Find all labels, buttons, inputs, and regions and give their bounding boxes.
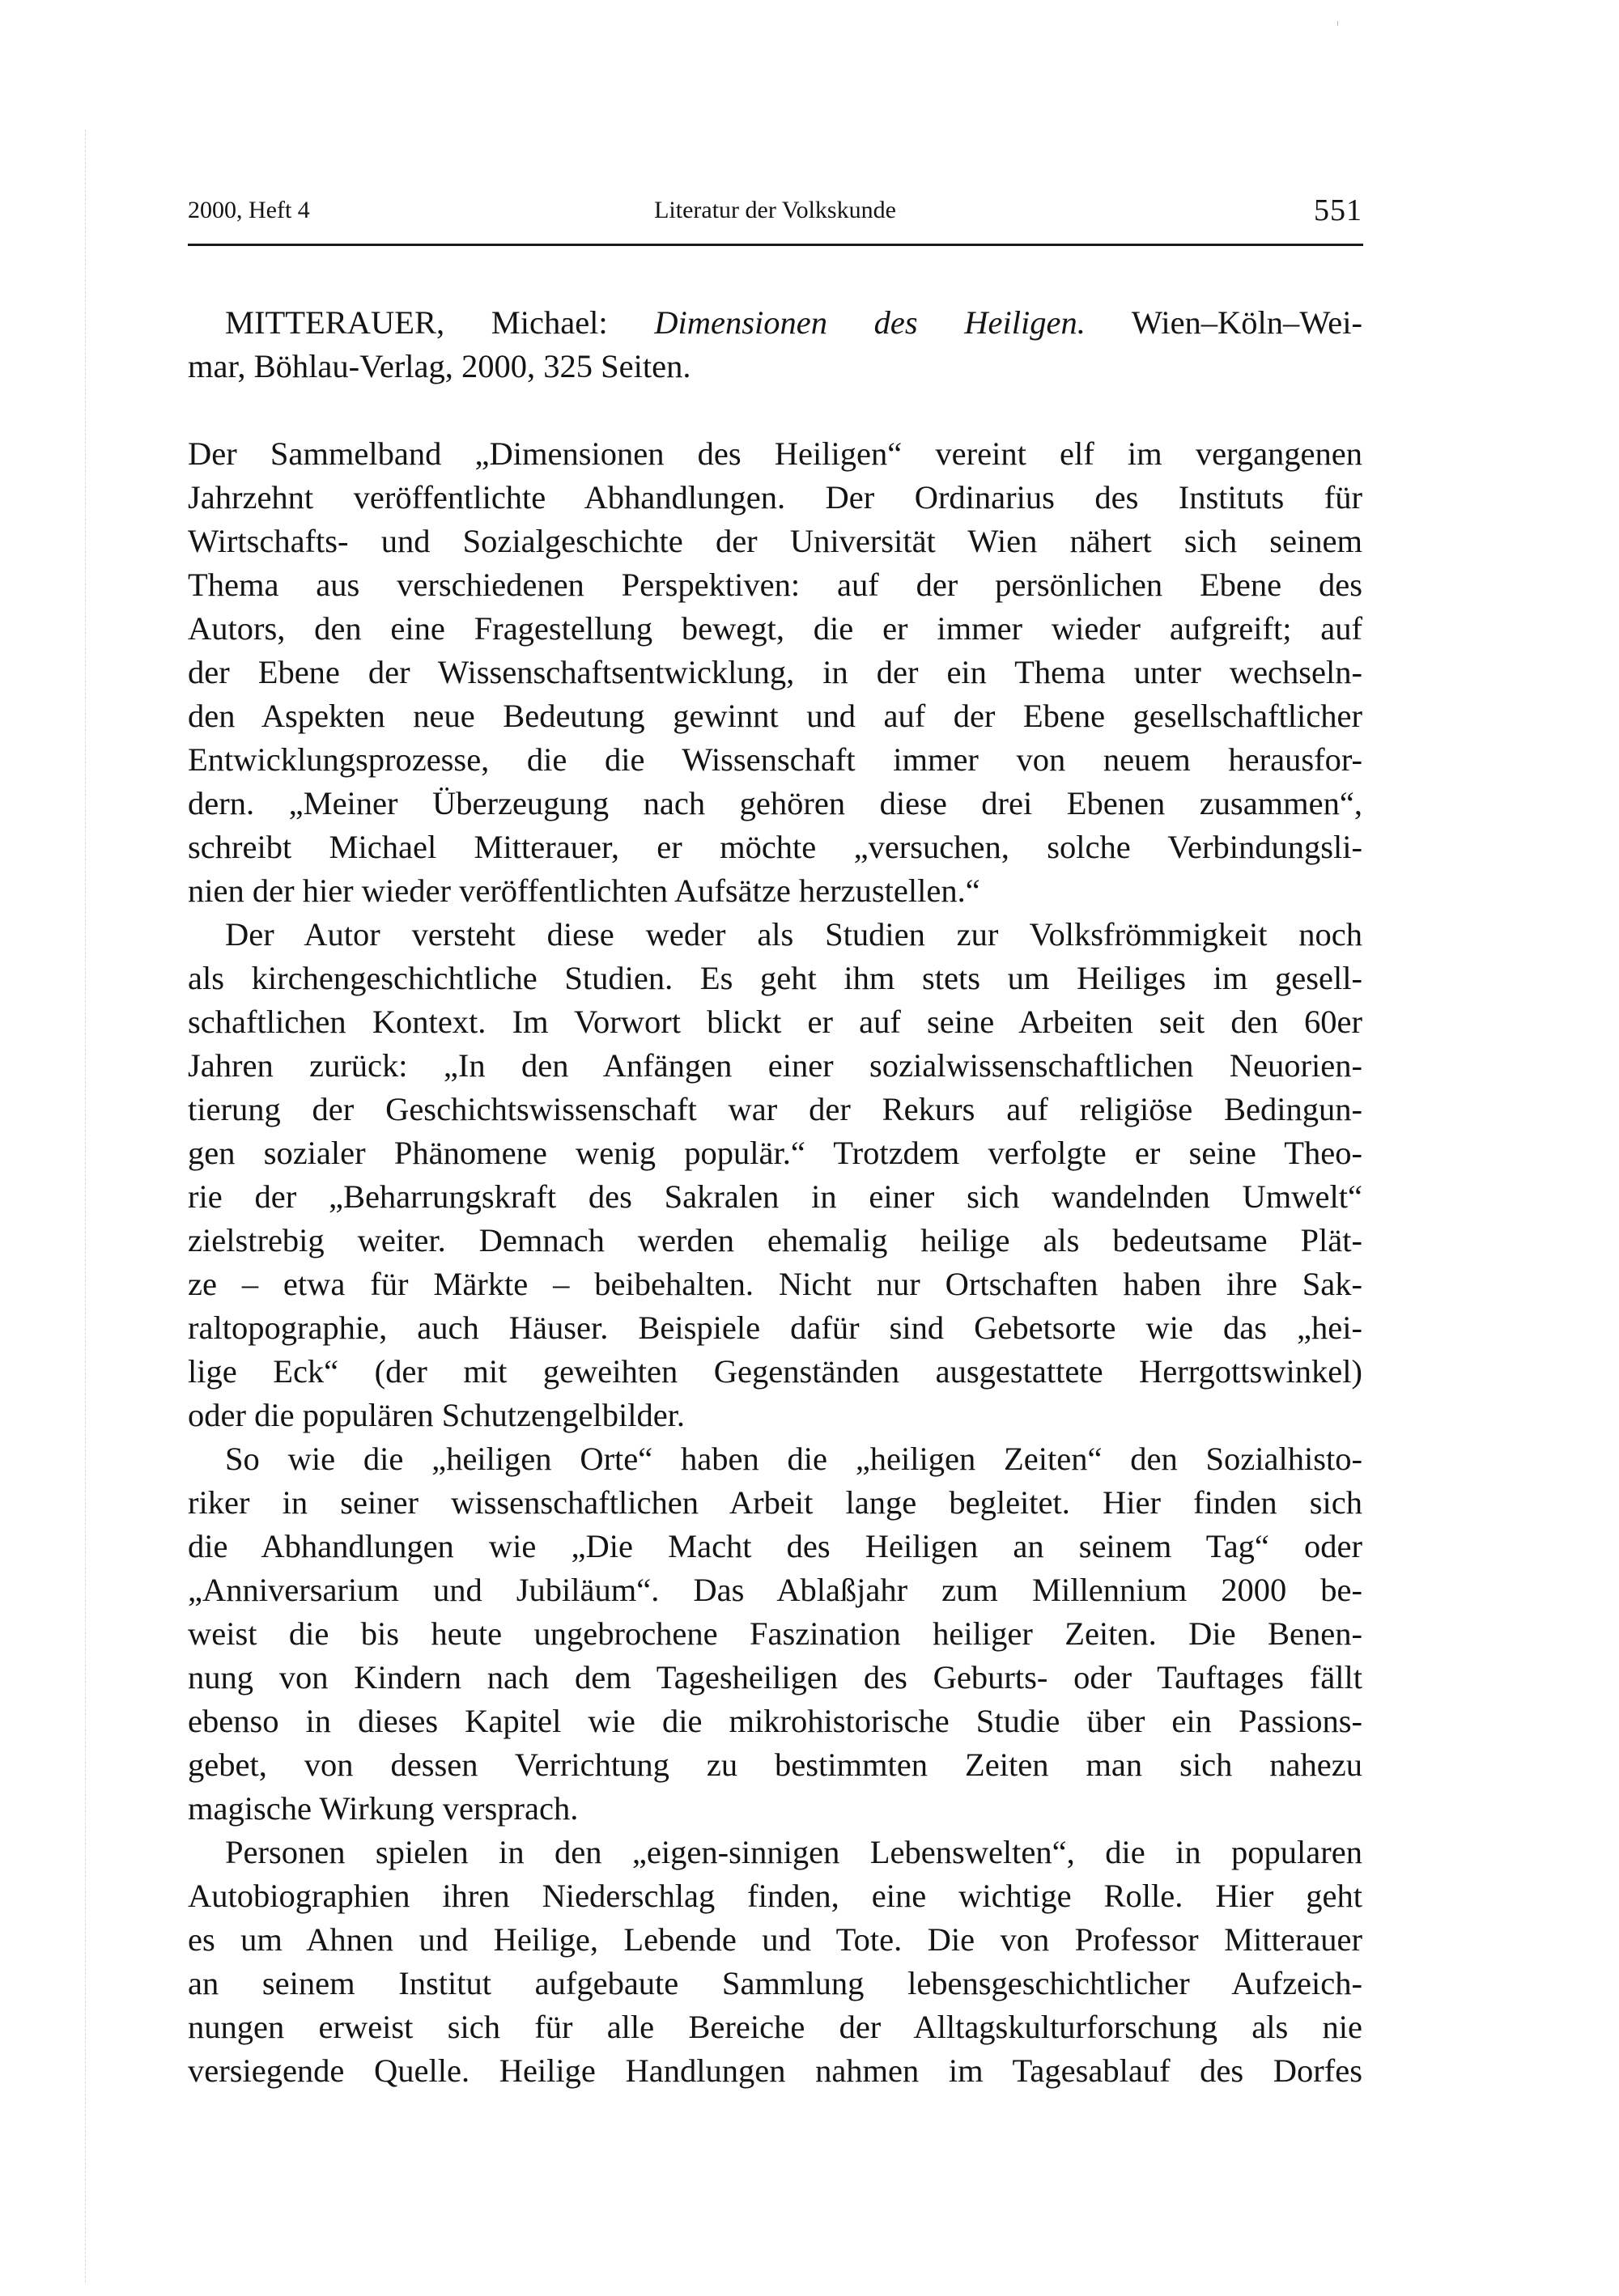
body-line: lige Eck“ (der mit geweihten Gegenständen ausgestattete Herrgottswinkel): [188, 1353, 1362, 1390]
bib-place: Wien–Köln–Wei-: [1085, 304, 1362, 341]
body-line: gebet, von dessen Verrichtung zu bestimmten Zeiten man sich nahezu: [188, 1746, 1362, 1783]
body-line: Jahrzehnt veröffentlichte Abhandlungen. Der Ordinarius des Instituts für: [188, 479, 1362, 516]
body-line: schaftlichen Kontext. Im Vorwort blickt er auf seine Arbeiten seit den 60er: [188, 1004, 1362, 1040]
body-line: „Anniversarium und Jubiläum“. Das Ablaßjahr zum Millennium 2000 be-: [188, 1572, 1362, 1608]
bib-title: Dimensionen des Heiligen.: [654, 304, 1086, 341]
body-line: nung von Kindern nach dem Tagesheiligen des Geburts- oder Tauftages fällt: [188, 1659, 1362, 1695]
body-line: den Aspekten neue Bedeutung gewinnt und auf der Ebene gesellschaftlicher: [188, 698, 1362, 734]
body-line: schreibt Michael Mitterauer, er möchte „versuchen, solche Verbindungsli-: [188, 829, 1362, 865]
body-line: die Abhandlungen wie „Die Macht des Heiligen an seinem Tag“ oder: [188, 1528, 1362, 1564]
section-title: Literatur der Volkskunde: [654, 197, 896, 223]
header-rule: [188, 244, 1363, 246]
body-line: magische Wirkung versprach.: [188, 1790, 579, 1827]
body-line: Thema aus verschiedenen Perspektiven: auf der persönlichen Ebene des: [188, 567, 1362, 603]
review-body: [188, 432, 1362, 2093]
page-number: 551: [1314, 193, 1362, 227]
bib-line-1: [188, 301, 1362, 345]
body-line: Autobiographien ihren Niederschlag finden, eine wichtige Rolle. Hier geht: [188, 1878, 1362, 1914]
scan-page-edge: [85, 129, 86, 2282]
body-line: Der Autor versteht diese weder als Studien zur Volksfrömmigkeit noch: [225, 916, 1362, 953]
body-line: tierung der Geschichtswissenschaft war der Rekurs auf religiöse Bedingun-: [188, 1091, 1362, 1127]
body-line: nungen erweist sich für alle Bereiche der Alltagskulturforschung als nie: [188, 2009, 1362, 2045]
body-line: Wirtschafts- und Sozialgeschichte der Universität Wien nähert sich seinem: [188, 523, 1362, 559]
body-line: raltopographie, auch Häuser. Beispiele dafür sind Gebetsorte wie das „hei-: [188, 1309, 1362, 1346]
running-head: [188, 193, 1362, 228]
body-line: gen sozialer Phänomene wenig populär.“ Trotzdem verfolgte er seine Theo-: [188, 1135, 1362, 1171]
body-line: dern. „Meiner Überzeugung nach gehören diese drei Ebenen zusammen“,: [188, 785, 1362, 821]
body-line: an seinem Institut aufgebaute Sammlung lebensgeschichtlicher Aufzeich-: [188, 1965, 1362, 2001]
body-line: Autors, den eine Fragestellung bewegt, die er immer wieder aufgreift; auf: [188, 610, 1362, 647]
body-line: ebenso in dieses Kapitel wie die mikrohistorische Studie über ein Passions-: [188, 1703, 1362, 1739]
issue-label: 2000, Heft 4: [188, 197, 310, 223]
body-line: Personen spielen in den „eigen-sinnigen Lebenswelten“, die in popularen: [225, 1834, 1362, 1870]
body-line: So wie die „heiligen Orte“ haben die „heiligen Zeiten“ den Sozialhisto-: [225, 1441, 1362, 1477]
body-line: ze – etwa für Märkte – beibehalten. Nicht nur Ortschaften haben ihre Sak-: [188, 1266, 1362, 1302]
body-line: Der Sammelband „Dimensionen des Heiligen“ vereint elf im vergangenen: [188, 435, 1362, 472]
body-line: Jahren zurück: „In den Anfängen einer sozialwissenschaftlichen Neuorien-: [188, 1047, 1362, 1084]
body-line: versiegende Quelle. Heilige Handlungen nahmen im Tagesablauf des Dorfes: [188, 2052, 1362, 2089]
body-line: riker in seiner wissenschaftlichen Arbeit lange begleitet. Hier finden sich: [188, 1484, 1362, 1521]
body-line: der Ebene der Wissenschaftsentwicklung, in der ein Thema unter wechseln-: [188, 654, 1362, 690]
body-line: rie der „Beharrungskraft des Sakralen in einer sich wandelnden Umwelt“: [188, 1178, 1362, 1215]
body-line: weist die bis heute ungebrochene Faszination heiliger Zeiten. Die Benen-: [188, 1615, 1362, 1652]
body-line: es um Ahnen und Heilige, Lebende und Tote. Die von Professor Mitterauer: [188, 1921, 1362, 1958]
scan-speck: [1337, 21, 1338, 26]
bibliographic-entry: [188, 301, 1362, 388]
body-line: als kirchengeschichtliche Studien. Es geht ihm stets um Heiliges im gesell-: [188, 960, 1362, 996]
body-line: oder die populären Schutzengelbilder.: [188, 1397, 686, 1433]
body-line: nien der hier wieder veröffentlichten Aufsätze herzustellen.“: [188, 872, 980, 909]
body-line: Entwicklungsprozesse, die die Wissenschaft immer von neuem herausfor-: [188, 741, 1362, 778]
bib-line-2: mar, Böhlau-Verlag, 2000, 325 Seiten.: [188, 348, 691, 384]
body-line: zielstrebig weiter. Demnach werden ehemalig heilige als bedeutsame Plät-: [188, 1222, 1362, 1258]
bib-author: MITTERAUER, Michael:: [225, 304, 655, 341]
